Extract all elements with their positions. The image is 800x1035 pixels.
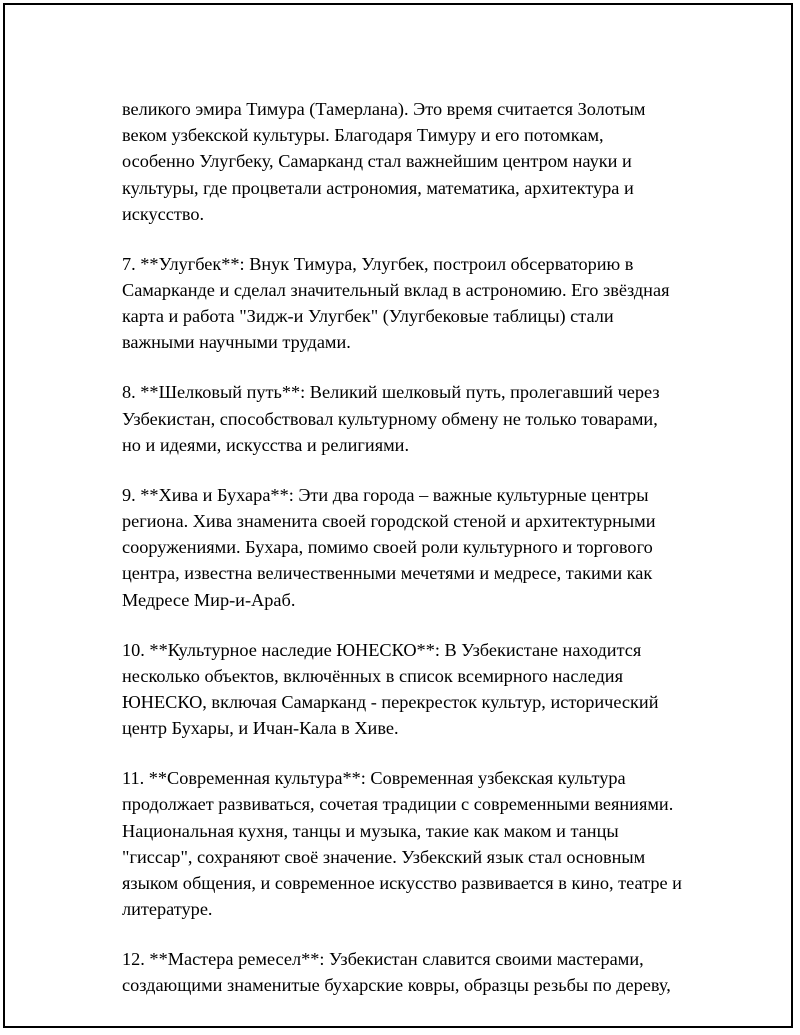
text-line: создающими знаменитые бухарские ковры, образцы резьбы по дереву,: [122, 975, 671, 996]
text-line: языком общения, и современное искусство развивается в кино, театре и: [122, 873, 682, 894]
paragraph-item-10-unesco: [122, 637, 712, 742]
text-line: сооружениями. Бухара, помимо своей роли культурного и торгового: [122, 537, 653, 558]
text-line: культуры, где процветали астрономия, математика, архитектура и: [122, 177, 634, 198]
text-line: Узбекистан, способствовал культурному обмену не только товарами,: [122, 408, 658, 429]
text-line: 9. **Хива и Бухара**: Эти два города – важные культурные центры: [122, 484, 649, 505]
paragraph-item-8-silk-road: [122, 379, 712, 458]
text-line: центр Бухары, и Ичан-Кала в Хиве.: [122, 718, 399, 739]
text-line: искусство.: [122, 203, 205, 224]
text-line: несколько объектов, включённых в список всемирного наследия: [122, 665, 624, 686]
text-line: Медресе Мир-и-Араб.: [122, 589, 296, 610]
text-line: Самарканде и сделал значительный вклад в астрономию. Его звёздная: [122, 280, 670, 301]
paragraph-item-11-modern-culture: [122, 765, 712, 922]
text-line: Национальная кухня, танцы и музыка, такие как маком и танцы: [122, 820, 619, 841]
paragraph-timur-golden-age: [122, 96, 712, 227]
text-line: важными научными трудами.: [122, 332, 351, 353]
text-line: 11. **Современная культура**: Современная узбекская культура: [122, 768, 626, 789]
text-line: великого эмира Тимура (Тамерлана). Это время считается Золотым: [122, 99, 646, 119]
text-line: продолжает развиваться, сочетая традиции с современными веяниями.: [122, 794, 674, 815]
text-line: особенно Улугбеку, Самарканд стал важнейшим центром науки и: [122, 151, 632, 172]
paragraph-item-9-khiva-bukhara: [122, 482, 712, 613]
text-line: но и идеями, искусства и религиями.: [122, 434, 410, 455]
text-line: 8. **Шелковый путь**: Великий шелковый путь, пролегавший через: [122, 382, 660, 403]
text-line: 12. **Мастера ремесел**: Узбекистан славится своими мастерами,: [122, 949, 644, 970]
document-body: [122, 96, 712, 999]
paragraph-item-12-crafts: [122, 946, 712, 998]
text-line: региона. Хива знаменита своей городской стеной и архитектурными: [122, 511, 656, 532]
page-frame: [3, 3, 793, 1028]
paragraph-item-7-ulugbek: [122, 251, 712, 356]
text-line: "гиссар", сохраняют своё значение. Узбекский язык стал основным: [122, 846, 646, 867]
text-line: карта и работа "Зидж-и Улугбек" (Улугбековые таблицы) стали: [122, 306, 614, 327]
text-line: 10. **Культурное наследие ЮНЕСКО**: В Узбекистане находится: [122, 639, 642, 660]
text-line: 7. **Улугбек**: Внук Тимура, Улугбек, построил обсерваторию в: [122, 253, 634, 274]
text-line: ЮНЕСКО, включая Самарканд - перекресток культур, исторический: [122, 692, 659, 713]
text-line: веком узбекской культуры. Благодаря Тимуру и его потомкам,: [122, 125, 604, 146]
text-line: центра, известна величественными мечетями и медресе, такими как: [122, 563, 653, 584]
text-line: литературе.: [122, 899, 213, 920]
